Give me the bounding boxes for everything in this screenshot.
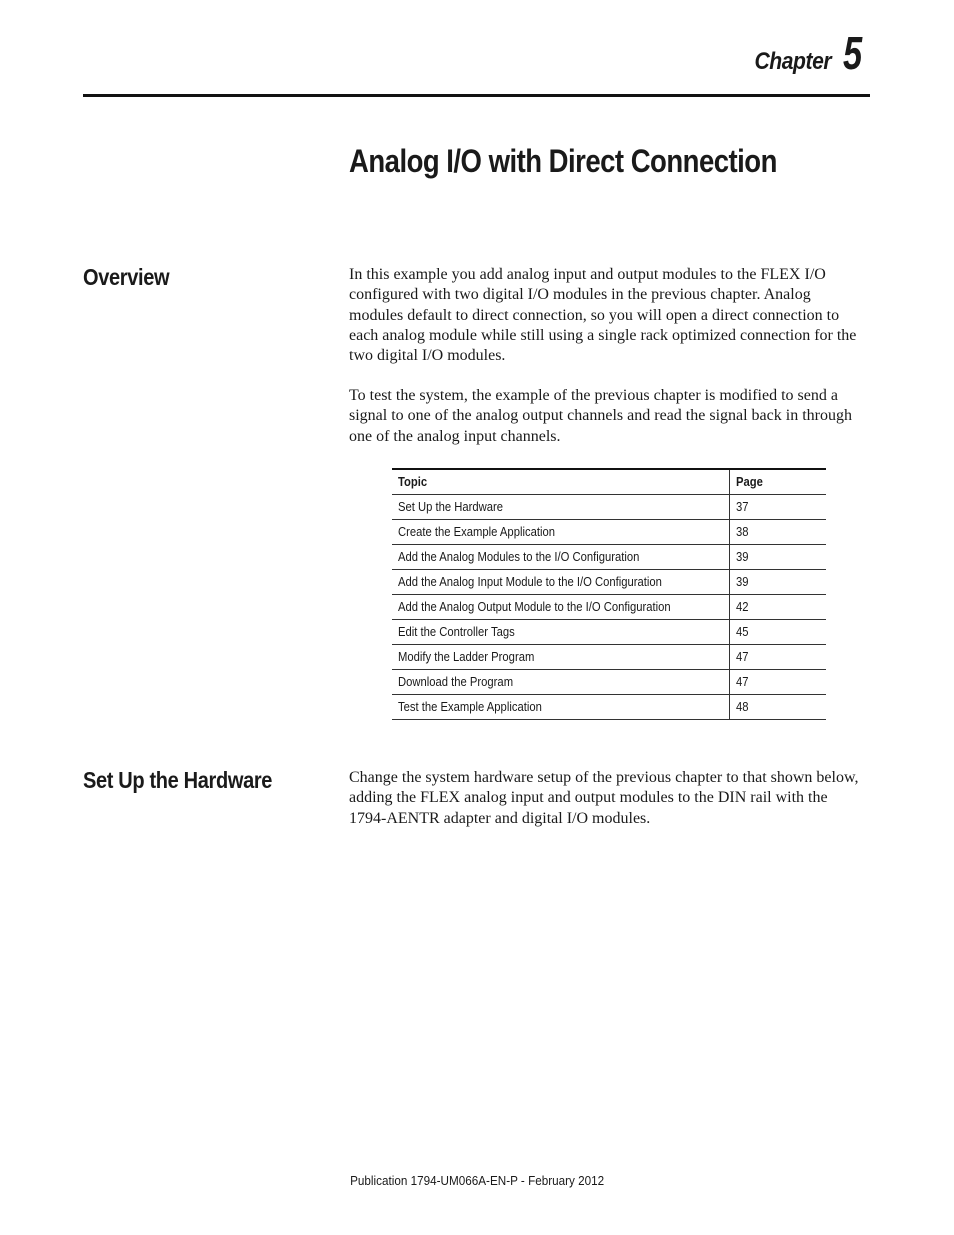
overview-heading: Overview [83, 264, 170, 290]
topic-cell: Modify the Ladder Program [392, 645, 730, 670]
chapter-number: 5 [843, 27, 863, 79]
page-cell: 47 [730, 645, 827, 670]
page-cell: 47 [730, 670, 827, 695]
page-cell: 39 [730, 545, 827, 570]
chapter-label: Chapter [754, 48, 832, 75]
table-row [392, 645, 826, 670]
topic-cell: Test the Example Application [392, 695, 730, 720]
table-row [392, 570, 826, 595]
setup-hardware-heading: Set Up the Hardware [83, 767, 273, 793]
topic-cell: Add the Analog Modules to the I/O Configuration [392, 545, 730, 570]
page-cell: 38 [730, 520, 827, 545]
setup-hardware-paragraph: Change the system hardware setup of the previous chapter to that shown below, adding the FLEX analog input and output modules to the DIN rail with the 1794-AENTR adapter and digital I/O modules. [349, 769, 859, 827]
topic-cell: Set Up the Hardware [392, 495, 730, 520]
table-row [392, 495, 826, 520]
table-row [392, 670, 826, 695]
table-row [392, 620, 826, 645]
overview-paragraph-1: In this example you add analog input and output modules to the FLEX I/O configured with two digital I/O modules in the previous chapter. Analog modules default to direct connection, so you will open a direct connection to each analog module while still using a single rack optimized connection for the two digital I/O modules. [349, 266, 857, 365]
page-cell: 37 [730, 495, 827, 520]
page-title: Analog I/O with Direct Connection [349, 143, 777, 179]
page-footer [0, 1173, 954, 1188]
table-row [392, 595, 826, 620]
topic-cell: Create the Example Application [392, 520, 730, 545]
table-header-row [392, 469, 826, 495]
page-cell: 42 [730, 595, 827, 620]
table-row [392, 695, 826, 720]
page-cell: 39 [730, 570, 827, 595]
topics-table [392, 468, 826, 720]
topic-cell: Edit the Controller Tags [392, 620, 730, 645]
topic-cell: Add the Analog Output Module to the I/O Configuration [392, 595, 730, 620]
page-cell: 48 [730, 695, 827, 720]
topic-column-header: Topic [392, 469, 730, 495]
table-row [392, 545, 826, 570]
page-cell: 45 [730, 620, 827, 645]
overview-paragraph-2: To test the system, the example of the previous chapter is modified to send a signal to one of the analog output channels and read the signal back in through one of the analog input channels. [349, 387, 852, 445]
topic-cell: Download the Program [392, 670, 730, 695]
page-column-header: Page [730, 469, 827, 495]
publication-info: Publication 1794-UM066A-EN-P - February 2012 [349, 1173, 605, 1188]
header-rule [83, 94, 870, 97]
chapter-header [744, 27, 869, 79]
table-row [392, 520, 826, 545]
topic-cell: Add the Analog Input Module to the I/O Configuration [392, 570, 730, 595]
